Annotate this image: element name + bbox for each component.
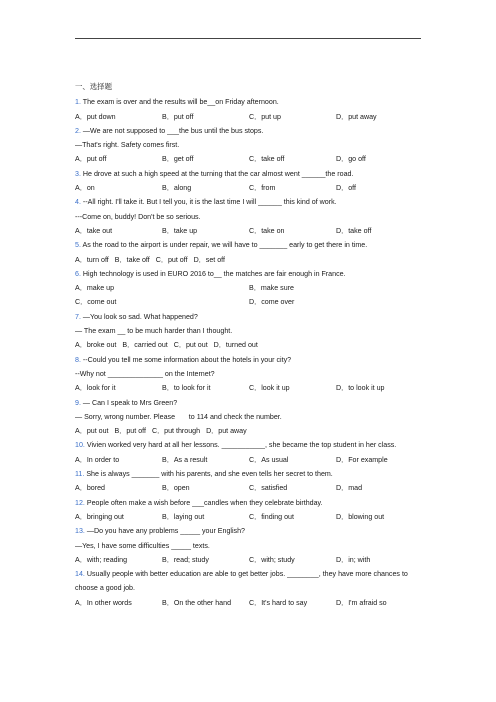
option-c[interactable]: C．with; study — [249, 555, 295, 564]
option-b[interactable]: B．take off — [114, 255, 150, 264]
question-text: Vivien worked very hard at all her lessons. ___________, she became the top student in her class. — [86, 441, 397, 450]
option-d[interactable]: D．take off — [336, 226, 372, 235]
question-text: --All right. I'll take it. But I tell you, it is the last time I will ______ this kind of work. — [82, 198, 337, 207]
option-a[interactable]: A．make up — [75, 284, 115, 293]
option-d[interactable]: D．blowing out — [336, 512, 385, 521]
option-a[interactable]: A．bringing out — [75, 512, 124, 521]
question-text: Usually people with better education are able to get better jobs. ________, they have more chances to choose a good job. — [75, 570, 408, 593]
option-d[interactable]: D．come over — [249, 298, 295, 307]
option-d[interactable]: D．mad — [336, 484, 363, 493]
question-10 — [75, 438, 425, 452]
question-text: High technology is used in EURO 2016 to__ the matches are fair enough in France. — [82, 269, 346, 278]
question-number: 6. — [75, 269, 81, 278]
option-b[interactable]: B．make sure — [249, 284, 294, 293]
option-c[interactable]: C．take on — [249, 226, 285, 235]
question-13 — [75, 524, 425, 538]
question-text: As the road to the airport is under repair, we will have to _______ early to get there in time. — [82, 241, 368, 250]
option-b[interactable]: B．open — [162, 484, 190, 493]
option-d[interactable]: D．put away — [206, 427, 247, 436]
question-7 — [75, 310, 425, 324]
option-c[interactable]: C．put off — [155, 255, 188, 264]
header-rule — [75, 38, 421, 39]
options-6-row2 — [75, 295, 425, 309]
question-11 — [75, 467, 425, 481]
question-text: --Could you tell me some information about the hotels in your city? — [82, 355, 292, 364]
section-title: 一、选择题 — [75, 82, 112, 91]
question-number: 11. — [75, 470, 85, 479]
question-8-reply: --Why not ______________ on the Internet? — [75, 369, 215, 378]
option-b[interactable]: B．put off — [114, 427, 146, 436]
question-number: 8. — [75, 355, 81, 364]
option-c[interactable]: C．satisfied — [249, 484, 288, 493]
question-text: The exam is over and the results will be__on Friday afternoon. — [82, 98, 279, 107]
question-9 — [75, 396, 425, 410]
option-d[interactable]: D．set off — [193, 255, 225, 264]
option-c[interactable]: C．put through — [151, 427, 201, 436]
option-c[interactable]: C．put up — [249, 112, 281, 121]
question-4 — [75, 195, 425, 209]
question-2-reply: —That's right. Safety comes first. — [75, 141, 180, 150]
option-a[interactable]: A．on — [75, 184, 95, 193]
option-d[interactable]: D．put away — [336, 112, 377, 121]
question-4-reply: ---Come on, buddy! Don't be so serious. — [75, 212, 201, 221]
option-a[interactable]: A．with; reading — [75, 555, 128, 564]
option-a[interactable]: A．bored — [75, 484, 105, 493]
options-14 — [75, 596, 425, 610]
question-text: —You look so sad. What happened? — [82, 312, 198, 321]
question-1 — [75, 95, 425, 109]
options-13 — [75, 553, 425, 567]
question-text: He drove at such a high speed at the turning that the car almost went ______the road. — [82, 169, 354, 178]
option-b[interactable]: B．put off — [162, 112, 194, 121]
option-b[interactable]: B．take up — [162, 226, 198, 235]
options-2 — [75, 152, 425, 166]
question-number: 12. — [75, 498, 85, 507]
question-text: —Do you have any problems _____ your English? — [86, 527, 245, 536]
options-5 — [75, 253, 425, 267]
options-10 — [75, 453, 425, 467]
option-b[interactable]: B．along — [162, 184, 192, 193]
option-c[interactable]: C．As usual — [249, 455, 289, 464]
option-d[interactable]: D．go off — [336, 155, 366, 164]
option-c[interactable]: C．finding out — [249, 512, 294, 521]
option-b[interactable]: B．As a result — [162, 455, 208, 464]
options-8 — [75, 381, 425, 395]
question-number: 14. — [75, 570, 85, 579]
option-a[interactable]: A．take out — [75, 226, 113, 235]
option-b[interactable]: B．carried out — [122, 341, 168, 350]
option-d[interactable]: D．to look it up — [336, 384, 385, 393]
option-c[interactable]: C．look it up — [249, 384, 290, 393]
question-number: 9. — [75, 398, 81, 407]
option-a[interactable]: A．put out — [75, 427, 109, 436]
question-number: 1. — [75, 98, 81, 107]
option-d[interactable]: D．off — [336, 184, 356, 193]
option-d[interactable]: D．I'm afraid so — [336, 598, 387, 607]
option-b[interactable]: B．laying out — [162, 512, 205, 521]
question-9-reply: — Sorry, wrong number. Please to 114 and check the number. — [75, 412, 282, 421]
question-2 — [75, 124, 425, 138]
options-6-row1 — [75, 281, 425, 295]
option-a[interactable]: A．broke out — [75, 341, 117, 350]
question-number: 3. — [75, 169, 81, 178]
option-b[interactable]: B．read; study — [162, 555, 209, 564]
option-b[interactable]: B．On the other hand — [162, 598, 232, 607]
option-b[interactable]: B．to look for it — [162, 384, 211, 393]
question-number: 2. — [75, 126, 81, 135]
option-c[interactable]: C．come out — [75, 298, 117, 307]
question-8 — [75, 353, 425, 367]
option-a[interactable]: A．put off — [75, 155, 107, 164]
question-3 — [75, 167, 425, 181]
question-12 — [75, 496, 425, 510]
options-7 — [75, 338, 425, 352]
question-number: 5. — [75, 241, 81, 250]
option-c[interactable]: C．take off — [249, 155, 285, 164]
question-7-reply: — The exam __ to be much harder than I thought. — [75, 327, 233, 336]
option-d[interactable]: D．in; with — [336, 555, 371, 564]
option-a[interactable]: A．In order to — [75, 455, 120, 464]
options-12 — [75, 510, 425, 524]
question-number: 4. — [75, 198, 81, 207]
option-a[interactable]: A．look for it — [75, 384, 116, 393]
options-1 — [75, 110, 425, 124]
question-text: She is always _______ with his parents, and she even tells her secret to them. — [86, 470, 333, 479]
options-4 — [75, 224, 425, 238]
question-13-reply: —Yes, I have some difficulties _____ texts. — [75, 541, 210, 550]
question-number: 7. — [75, 312, 81, 321]
option-d[interactable]: D．turned out — [213, 341, 258, 350]
question-list — [75, 80, 425, 610]
question-number: 10. — [75, 441, 85, 450]
option-b[interactable]: B．get off — [162, 155, 194, 164]
question-number: 13. — [75, 527, 85, 536]
question-5 — [75, 238, 425, 252]
question-text: — Can I speak to Mrs Green? — [82, 398, 178, 407]
question-text: People often make a wish before ___candles when they celebrate birthday. — [86, 498, 323, 507]
question-6 — [75, 267, 425, 281]
options-3 — [75, 181, 425, 195]
options-9 — [75, 424, 425, 438]
option-a[interactable]: A．put down — [75, 112, 116, 121]
options-11 — [75, 481, 425, 495]
question-14 — [75, 567, 425, 596]
question-text: —We are not supposed to ___the bus until the bus stops. — [82, 126, 264, 135]
option-c[interactable]: C．put out — [173, 341, 208, 350]
option-a[interactable]: A．turn off — [75, 255, 109, 264]
option-d[interactable]: D．For example — [336, 455, 388, 464]
option-a[interactable]: A．In other words — [75, 598, 132, 607]
option-c[interactable]: C．from — [249, 184, 276, 193]
option-c[interactable]: C．It's hard to say — [249, 598, 308, 607]
